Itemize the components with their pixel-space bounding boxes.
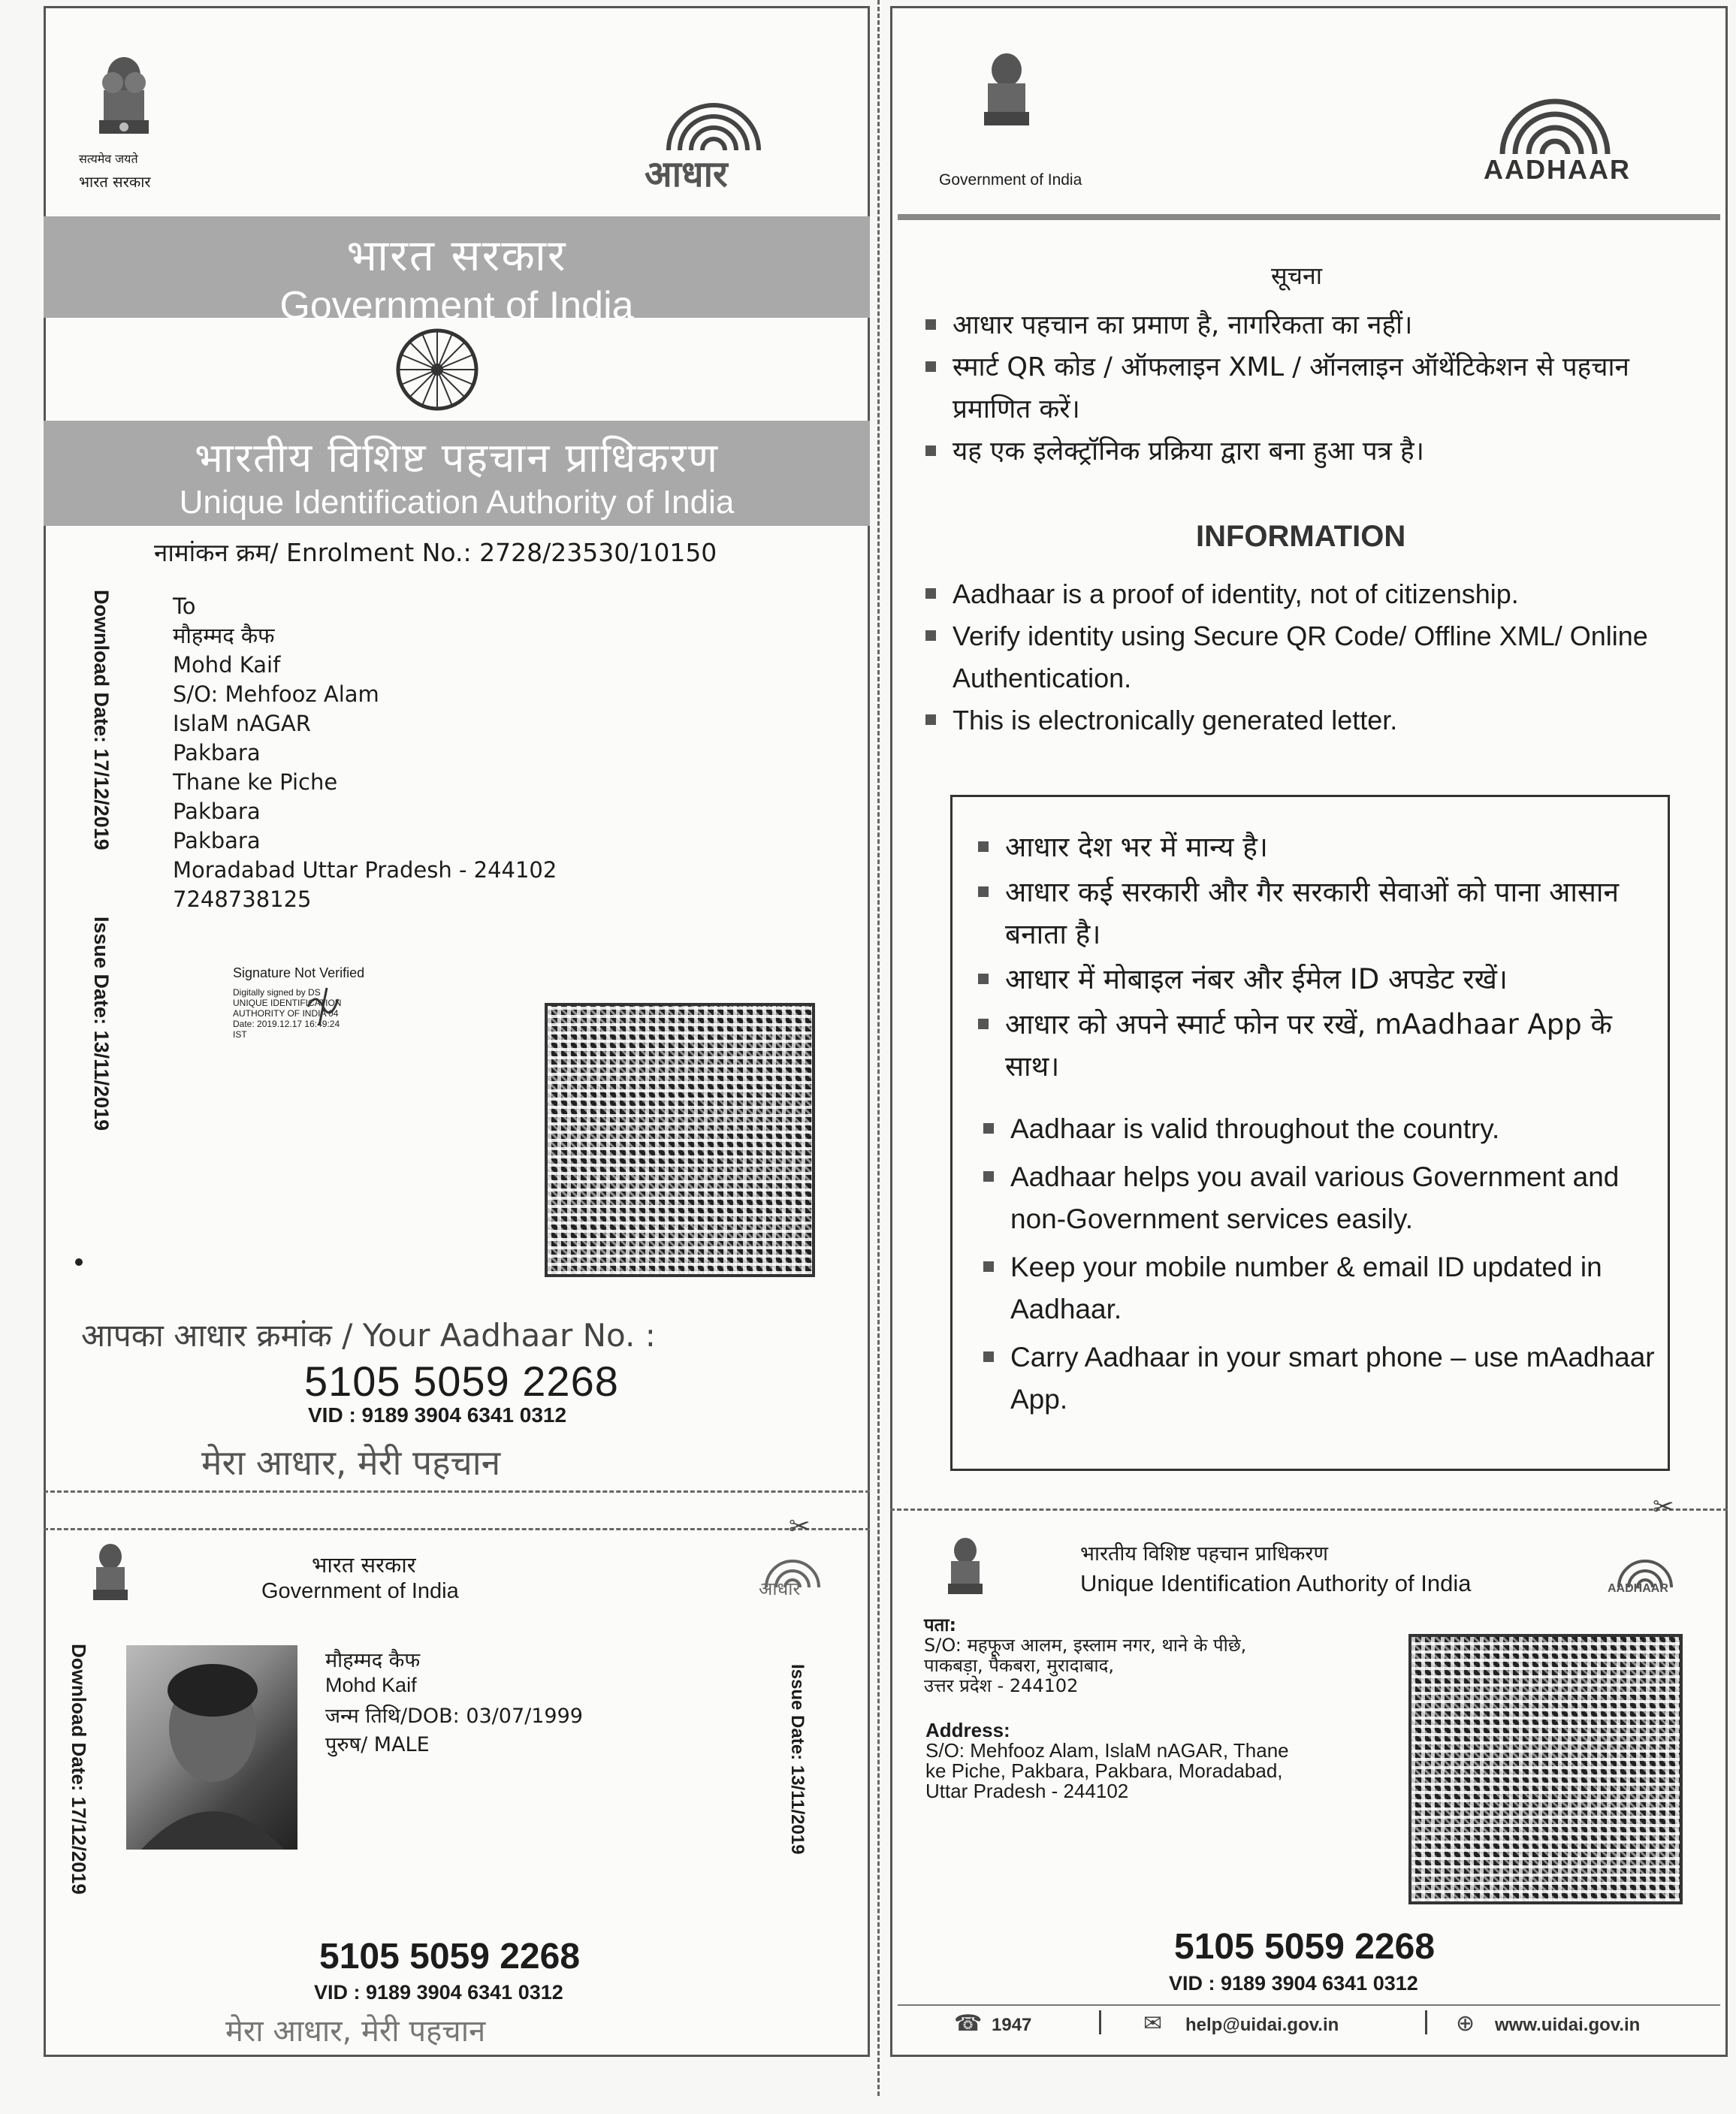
- signature-line: UNIQUE IDENTIFICATION: [233, 998, 342, 1008]
- address-line: 7248738125: [173, 886, 312, 912]
- footer-web: www.uidai.gov.in: [1495, 2015, 1641, 2035]
- uidai-hindi: भारतीय विशिष्ट पहचान प्राधिकरण: [195, 434, 719, 482]
- vid-number: VID : 9189 3904 6341 0312: [308, 1403, 567, 1427]
- pata-block: [924, 1615, 1246, 1696]
- address-en-block: [925, 1720, 1289, 1801]
- card-vid: VID : 9189 3904 6341 0312: [314, 1981, 563, 2004]
- footer-separator: [1425, 2010, 1427, 2034]
- right-aadhaar-logo-icon: [1484, 75, 1626, 158]
- hindi-info-list: [922, 304, 1681, 473]
- card-gov-english: Government of India: [261, 1579, 459, 1603]
- signature-line: Date: 2019.12.17 16:49:24: [233, 1019, 340, 1029]
- hindi-info-item: स्मार्ट QR कोड / ऑफलाइन XML / ऑनलाइन ऑथेंटिकेशन से पहचान प्रमाणित करें।: [922, 346, 1681, 430]
- emblem-caption-top: सत्यमेव जयते: [79, 152, 138, 166]
- card-gov-hindi: भारत सरकार: [312, 1552, 416, 1578]
- emblem-caption-bottom: भारत सरकार: [79, 173, 151, 191]
- right-card-aadhaar-logo-text: AADHAAR: [1608, 1582, 1668, 1595]
- card-aadhaar-number: 5105 5059 2268: [319, 1937, 581, 1977]
- header-rule: [898, 214, 1720, 220]
- box-hindi-item: आधार कई सरकारी और गैर सरकारी सेवाओं को पाना आसान बनाता है।: [975, 871, 1651, 956]
- box-english-item: Carry Aadhaar in your smart phone – use mAadhaar App.: [980, 1336, 1656, 1421]
- address-line: Moradabad Uttar Pradesh - 244102: [173, 857, 557, 883]
- mail-icon: ✉: [1143, 2011, 1163, 2036]
- address-line: IslaM nAGAR: [173, 711, 311, 736]
- card-download-date: Download Date: 17/12/2019: [68, 1644, 90, 1895]
- signature-line: IST: [233, 1029, 247, 1040]
- card-dob: जन्म तिथि/DOB: 03/07/1999: [325, 1705, 583, 1728]
- footer-separator: [1099, 2010, 1101, 2034]
- address-line: Thane ke Piche: [173, 769, 338, 795]
- english-info-list: [922, 573, 1696, 741]
- signature-line: Digitally signed by DS: [233, 987, 321, 998]
- right-gov-caption: Government of India: [939, 171, 1082, 189]
- address-en-line: S/O: Mehfooz Alam, IslaM nAGAR, Thane: [925, 1739, 1289, 1762]
- address-line: Pakbara: [173, 799, 261, 824]
- address-line: मौहम्मद कैफ: [173, 623, 275, 648]
- issue-date: Issue Date: 13/11/2019: [90, 917, 113, 1131]
- ashoka-chakra-icon: [394, 327, 481, 413]
- download-date: Download Date: 17/12/2019: [90, 590, 113, 850]
- state-emblem-icon: [83, 53, 165, 158]
- photo: [126, 1645, 297, 1850]
- box-english-item: Aadhaar is valid throughout the country.: [980, 1108, 1656, 1150]
- address-line: Pakbara: [173, 740, 261, 766]
- right-card-aadhaar-number: 5105 5059 2268: [1174, 1927, 1436, 1967]
- footer-phone: 1947: [992, 2015, 1032, 2035]
- gov-hindi: भारत सरकार: [346, 230, 567, 281]
- card-issue-date: Issue Date: 13/11/2019: [787, 1664, 808, 1855]
- suchna-title: सूचना: [1271, 261, 1323, 290]
- card-emblem-icon: [83, 1540, 139, 1615]
- english-info-item: Verify identity using Secure QR Code/ Offline XML/ Online Authentication.: [922, 615, 1696, 699]
- address-block: [173, 592, 557, 914]
- cut-line: [890, 1508, 1728, 1511]
- box-english-item: Keep your mobile number & email ID updated in Aadhaar.: [980, 1246, 1656, 1330]
- aadhaar-logo-icon: [646, 75, 781, 158]
- address-line: S/O: Mehfooz Alam: [173, 681, 379, 707]
- signature-check-icon: [300, 984, 346, 1029]
- pata-line: उत्तर प्रदेश - 244102: [924, 1675, 1079, 1696]
- uidai-band: [44, 421, 870, 526]
- right-card-qr-code: [1408, 1634, 1683, 1904]
- scissors-icon: ✂: [789, 1512, 811, 1541]
- right-card-emblem-icon: [937, 1534, 994, 1609]
- right-card-uidai-english: Unique Identification Authority of India: [1080, 1570, 1472, 1596]
- signature-title: Signature Not Verified: [233, 965, 365, 980]
- right-card-vid: VID : 9189 3904 6341 0312: [1169, 1972, 1418, 1995]
- information-title: INFORMATION: [1196, 520, 1406, 553]
- footer-email: help@uidai.gov.in: [1185, 2015, 1339, 2035]
- aadhaar-logo-text: आधार: [645, 153, 728, 195]
- pata-line: S/O: महफूज आलम, इस्लाम नगर, थाने के पीछे,: [924, 1635, 1247, 1656]
- qr-code: [545, 1003, 815, 1277]
- cut-line: [44, 1490, 870, 1493]
- pata-line: पाकबड़ा, पैकबरा, मुरादाबाद,: [924, 1655, 1114, 1676]
- address-en-line: ke Piche, Pakbara, Pakbara, Moradabad,: [925, 1759, 1283, 1782]
- right-emblem-icon: [969, 49, 1044, 154]
- box-english-list: [980, 1108, 1656, 1421]
- box-hindi-item: आधार में मोबाइल नंबर और ईमेल ID अपडेट रखें।: [975, 959, 1651, 1001]
- address-line: Mohd Kaif: [173, 652, 281, 678]
- pata-label: पता:: [924, 1614, 957, 1635]
- address-line: Pakbara: [173, 828, 261, 853]
- address-line: To: [173, 593, 196, 619]
- right-card-uidai-hindi: भारतीय विशिष्ट पहचान प्राधिकरण: [1080, 1542, 1328, 1566]
- cut-line: [44, 1528, 870, 1530]
- english-info-item: This is electronically generated letter.: [922, 699, 1696, 741]
- hindi-info-item: यह एक इलेक्ट्रॉनिक प्रक्रिया द्वारा बना हुआ पत्र है।: [922, 430, 1681, 473]
- box-hindi-list: [975, 826, 1651, 1088]
- gov-english: Government of India: [279, 284, 634, 328]
- card-tagline: मेरा आधार, मेरी पहचान: [225, 2014, 486, 2049]
- enrolment-number: नामांकन क्रम/ Enrolment No.: 2728/23530/10150: [154, 538, 717, 567]
- hindi-info-item: आधार पहचान का प्रमाण है, नागरिकता का नहीं।: [922, 304, 1681, 346]
- card-aadhaar-logo-text: आधार: [759, 1578, 801, 1599]
- card-name-english: Mohd Kaif: [325, 1674, 417, 1696]
- right-aadhaar-logo-text: AADHAAR: [1484, 154, 1631, 185]
- dot-mark: [75, 1258, 83, 1266]
- signature-line: AUTHORITY OF INDIA 04: [233, 1008, 339, 1019]
- english-info-item: Aadhaar is a proof of identity, not of citizenship.: [922, 573, 1696, 615]
- fold-line: [877, 0, 880, 2096]
- address-en-line: Uttar Pradesh - 244102: [925, 1780, 1129, 1802]
- aadhaar-number: 5105 5059 2268: [304, 1357, 619, 1405]
- gov-band: [44, 216, 870, 328]
- footer-rule: [898, 2004, 1720, 2006]
- box-english-item: Aadhaar helps you avail various Government and non-Government services easily.: [980, 1156, 1656, 1240]
- address-label: Address:: [925, 1719, 1010, 1741]
- your-aadhaar-label: आपका आधार क्रमांक / Your Aadhaar No. :: [81, 1317, 656, 1354]
- uidai-english: Unique Identification Authority of India: [179, 484, 735, 521]
- globe-icon: ⊕: [1456, 2011, 1475, 2036]
- card-gender: पुरुष/ MALE: [325, 1733, 430, 1756]
- phone-icon: ☎: [954, 2011, 983, 2036]
- card-name-hindi: मौहम्मद कैफ: [325, 1649, 421, 1672]
- tagline: मेरा आधार, मेरी पहचान: [201, 1442, 501, 1483]
- box-hindi-item: आधार को अपने स्मार्ट फोन पर रखें, mAadhaar App के साथ।: [975, 1004, 1651, 1088]
- scissors-icon: ✂: [1653, 1493, 1674, 1521]
- box-hindi-item: आधार देश भर में मान्य है।: [975, 826, 1651, 868]
